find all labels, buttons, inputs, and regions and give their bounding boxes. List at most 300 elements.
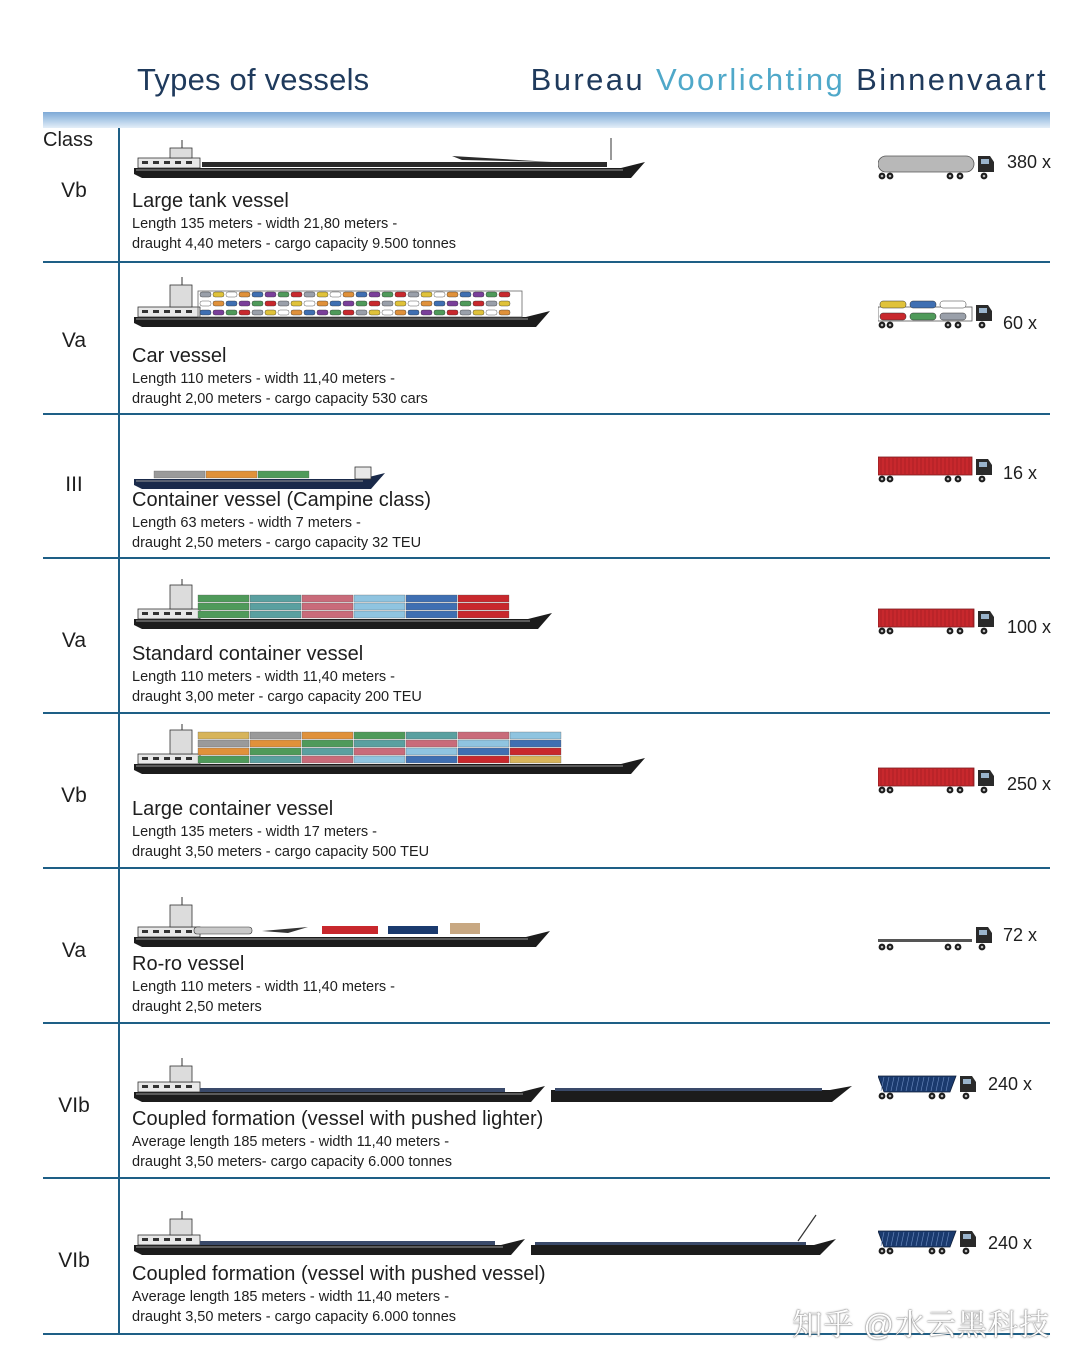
container (354, 611, 405, 618)
car (291, 292, 302, 297)
bulk-trailer (878, 1231, 956, 1247)
wheel-hub (983, 175, 986, 178)
car (408, 310, 419, 315)
porthole (164, 612, 170, 615)
wheel-hub (881, 789, 884, 792)
container (458, 756, 509, 763)
container (198, 611, 249, 618)
car (252, 292, 263, 297)
container (406, 740, 457, 747)
container (250, 740, 301, 747)
container-truck-icon (878, 764, 994, 796)
porthole (186, 930, 192, 933)
car (239, 310, 250, 315)
porthole (153, 757, 159, 760)
car (486, 292, 497, 297)
wheelhouse (170, 730, 192, 754)
wheel-hub (889, 946, 892, 949)
porthole (142, 161, 148, 164)
hatch-covers (200, 1088, 505, 1092)
car (499, 301, 510, 306)
wheel-hub (889, 789, 892, 792)
car (434, 292, 445, 297)
bulk-trailer (878, 1076, 956, 1092)
cab-window (981, 159, 989, 164)
car (265, 310, 276, 315)
car (395, 301, 406, 306)
container (250, 603, 301, 610)
container (458, 595, 509, 602)
car (304, 301, 315, 306)
container (198, 603, 249, 610)
container (406, 611, 457, 618)
car (447, 292, 458, 297)
vessel-spec-line-1: Average length 185 meters - width 11,40 meters - (132, 1289, 450, 1305)
porthole (142, 757, 148, 760)
wheel-hub (931, 1095, 934, 1098)
vessel-row (0, 1024, 1080, 1179)
wheel-hub (941, 1250, 944, 1253)
container (258, 471, 309, 478)
vessel-class: Vb (61, 179, 87, 202)
car (265, 301, 276, 306)
wheel-hub (949, 175, 952, 178)
container (250, 611, 301, 618)
wheel-hub (881, 1095, 884, 1098)
wheel-hub (947, 324, 950, 327)
car (369, 292, 380, 297)
wheel-hub (983, 630, 986, 633)
car (473, 301, 484, 306)
wheel-hub (957, 324, 960, 327)
container (354, 740, 405, 747)
container (878, 768, 974, 786)
porthole (142, 1238, 148, 1241)
container (510, 756, 561, 763)
car (330, 310, 341, 315)
wheel-hub (889, 1095, 892, 1098)
vessel-spec-line-2: draught 2,50 meters - cargo capacity 32 TEU (132, 535, 422, 551)
porthole (164, 1085, 170, 1088)
container (406, 732, 457, 739)
vessel-row (0, 128, 1080, 263)
container (458, 611, 509, 618)
porthole (175, 1085, 181, 1088)
vessel-spec-line-2: draught 3,50 meters- cargo capacity 6.000 tonnes (132, 1154, 452, 1170)
porthole (186, 161, 192, 164)
brand-part-2: Voorlichting (656, 62, 846, 97)
car (252, 310, 263, 315)
porthole (153, 612, 159, 615)
vessel-spec-line-1: Length 110 meters - width 11,40 meters - (132, 979, 396, 995)
truck-equivalent-count: 100 x (1007, 617, 1052, 637)
vessel-spec-line-1: Length 63 meters - width 7 meters - (132, 515, 361, 531)
car (330, 301, 341, 306)
car (460, 310, 471, 315)
brand-part-3: Binnenvaart (856, 62, 1048, 97)
lighter-hatches (555, 1088, 822, 1091)
pushed-vessel-formation-icon (132, 1205, 838, 1269)
wheelhouse (170, 148, 192, 158)
truck-equivalent-count: 380 x (1007, 152, 1052, 172)
container (198, 756, 249, 763)
porthole (175, 612, 181, 615)
car (213, 310, 224, 315)
truck-equivalent-count: 240 x (988, 1233, 1033, 1253)
car (880, 301, 906, 308)
vessel-class: VIb (58, 1249, 90, 1272)
container (206, 471, 257, 478)
car (395, 310, 406, 315)
porthole (186, 612, 192, 615)
wheel-hub (983, 789, 986, 792)
cab-window (963, 1079, 971, 1084)
car (239, 292, 250, 297)
car (213, 301, 224, 306)
vessel-spec-line-1: Length 135 meters - width 17 meters - (132, 824, 378, 840)
porthole (153, 161, 159, 164)
car (382, 301, 393, 306)
wheelhouse (170, 585, 192, 609)
truck-equivalent-count: 72 x (1003, 925, 1038, 945)
vessel-spec-line-1: Length 110 meters - width 11,40 meters - (132, 669, 396, 685)
car (369, 301, 380, 306)
wheel-hub (881, 946, 884, 949)
vessel-row (0, 869, 1080, 1024)
wheelhouse (170, 1066, 192, 1082)
pushed-vessel-hatches (535, 1242, 806, 1245)
container (406, 756, 457, 763)
flatbed-truck-icon (878, 921, 992, 953)
container (458, 732, 509, 739)
container (354, 748, 405, 755)
container (406, 603, 457, 610)
car (278, 292, 289, 297)
container (302, 740, 353, 747)
cab-window (979, 930, 987, 935)
wheel-hub (959, 630, 962, 633)
wheelhouse (170, 905, 192, 927)
porthole (153, 930, 159, 933)
container (878, 609, 974, 627)
helicopter-cargo (262, 927, 308, 933)
vessel-class: Va (61, 939, 87, 962)
vessel-spec-line-2: draught 3,50 meters - cargo capacity 6.000 tonnes (132, 1309, 457, 1325)
car (226, 301, 237, 306)
car (369, 310, 380, 315)
car (200, 292, 211, 297)
vessel-row (0, 263, 1080, 415)
car (291, 310, 302, 315)
tank-vessel-icon (132, 128, 647, 192)
container-truck-icon (878, 605, 994, 637)
wheel-hub (949, 630, 952, 633)
car (408, 301, 419, 306)
page-title: Types of vessels (137, 62, 370, 97)
car (940, 313, 966, 320)
container (302, 595, 353, 602)
car (317, 310, 328, 315)
tanker-cargo (194, 927, 252, 934)
container (354, 732, 405, 739)
porthole (186, 1238, 192, 1241)
container (302, 603, 353, 610)
vessel-spec-line-1: Length 135 meters - width 21,80 meters - (132, 216, 398, 232)
vessel-row (0, 559, 1080, 714)
truck-equivalent-count: 16 x (1003, 463, 1038, 483)
bulk-truck-icon (878, 1225, 976, 1257)
vessel-name: Large tank vessel (132, 190, 289, 212)
car (499, 292, 510, 297)
vessel-class: III (65, 473, 83, 496)
hatch-covers (200, 1241, 495, 1245)
car (382, 310, 393, 315)
wheel-hub (931, 1250, 934, 1253)
car (213, 292, 224, 297)
container-cargo (388, 926, 438, 934)
vessel-row (0, 714, 1080, 869)
car (447, 310, 458, 315)
wheelhouse (170, 1219, 192, 1235)
porthole (175, 310, 181, 313)
crane (798, 1215, 816, 1241)
car (226, 310, 237, 315)
car (356, 301, 367, 306)
porthole (153, 1238, 159, 1241)
pushed-lighter-formation-icon (132, 1052, 854, 1116)
porthole (186, 310, 192, 313)
wheel-hub (957, 478, 960, 481)
car (200, 301, 211, 306)
porthole (186, 1085, 192, 1088)
car (421, 292, 432, 297)
car (486, 310, 497, 315)
container (354, 595, 405, 602)
porthole (186, 757, 192, 760)
roro-vessel-icon (132, 897, 552, 961)
car (434, 301, 445, 306)
vessel-class: VIb (58, 1094, 90, 1117)
vessel-name: Car vessel (132, 345, 227, 367)
container (250, 732, 301, 739)
container (354, 603, 405, 610)
wheel-hub (889, 1250, 892, 1253)
vessel-name: Standard container vessel (132, 643, 364, 665)
truck-equivalent-count: 250 x (1007, 774, 1052, 794)
wheel-hub (959, 175, 962, 178)
cab-window (981, 614, 989, 619)
car (940, 301, 966, 308)
cab-window (981, 773, 989, 778)
container (354, 756, 405, 763)
wheelhouse (355, 467, 371, 479)
wheel-hub (947, 478, 950, 481)
car (421, 310, 432, 315)
porthole (175, 161, 181, 164)
vessel-class: Va (61, 329, 87, 352)
car (291, 301, 302, 306)
car (265, 292, 276, 297)
vessel-spec-line-2: draught 3,50 meters - cargo capacity 500 TEU (132, 844, 430, 860)
cab-window (979, 308, 987, 313)
vessel-name: Coupled formation (vessel with pushed vessel) (132, 1263, 546, 1285)
container (250, 756, 301, 763)
wheel-hub (889, 175, 892, 178)
wheel-hub (981, 324, 984, 327)
container (510, 748, 561, 755)
porthole (164, 1238, 170, 1241)
porthole (164, 930, 170, 933)
car (343, 292, 354, 297)
car (278, 301, 289, 306)
car-transporter-icon (878, 299, 992, 331)
wheel-hub (965, 1250, 968, 1253)
porthole (153, 310, 159, 313)
wheel-hub (957, 946, 960, 949)
car (356, 310, 367, 315)
container (198, 740, 249, 747)
container (510, 740, 561, 747)
porthole (142, 310, 148, 313)
car (447, 301, 458, 306)
car (460, 301, 471, 306)
porthole (175, 1238, 181, 1241)
container (250, 748, 301, 755)
car (473, 310, 484, 315)
crane-arm (452, 156, 552, 162)
car (910, 313, 936, 320)
container (198, 732, 249, 739)
car (460, 292, 471, 297)
vessel-name: Large container vessel (132, 798, 334, 820)
vessel-spec-line-2: draught 4,40 meters - cargo capacity 9.500 tonnes (132, 236, 457, 252)
wheel-hub (881, 175, 884, 178)
container (458, 603, 509, 610)
watermark: 知乎 @水云黑科技 (792, 1309, 1050, 1342)
porthole (164, 757, 170, 760)
container (198, 595, 249, 602)
car (356, 292, 367, 297)
wheel-hub (881, 630, 884, 633)
tanker-truck-icon (878, 150, 994, 182)
wheel-hub (981, 946, 984, 949)
car (382, 292, 393, 297)
wheel-hub (941, 1095, 944, 1098)
vessel-spec-line-1: Average length 185 meters - width 11,40 meters - (132, 1134, 450, 1150)
truck-equivalent-count: 60 x (1003, 313, 1038, 333)
car (473, 292, 484, 297)
wheel-hub (881, 324, 884, 327)
container (406, 748, 457, 755)
vessel-class: Vb (61, 784, 87, 807)
class-column-header: Class (43, 129, 94, 151)
wheelhouse (170, 285, 192, 307)
container (510, 732, 561, 739)
flatbed (878, 939, 972, 942)
porthole (164, 161, 170, 164)
wheel-hub (889, 630, 892, 633)
porthole (164, 310, 170, 313)
car (434, 310, 445, 315)
vessel-name: Coupled formation (vessel with pushed lighter) (132, 1108, 544, 1130)
car (499, 310, 510, 315)
large-container-vessel-icon (132, 724, 647, 788)
porthole (175, 930, 181, 933)
container (302, 748, 353, 755)
container (302, 732, 353, 739)
car (395, 292, 406, 297)
porthole (142, 612, 148, 615)
porthole (142, 1085, 148, 1088)
container (458, 748, 509, 755)
wheel-hub (965, 1095, 968, 1098)
wheel-hub (881, 1250, 884, 1253)
car (317, 292, 328, 297)
vessel-spec-line-2: draught 2,00 meters - cargo capacity 530 cars (132, 391, 428, 407)
vessel-class: Va (61, 629, 87, 652)
standard-container-vessel-icon (132, 579, 554, 643)
car (304, 310, 315, 315)
car (304, 292, 315, 297)
porthole (153, 1085, 159, 1088)
car (343, 310, 354, 315)
tank-deck (202, 162, 607, 167)
wheel-hub (981, 478, 984, 481)
tank (878, 156, 974, 172)
pushed-vessel (531, 1239, 836, 1255)
car (408, 292, 419, 297)
vessel-name: Ro-ro vessel (132, 953, 245, 975)
brand-part-1: Bureau (530, 62, 646, 97)
vessel-spec-line-1: Length 110 meters - width 11,40 meters - (132, 371, 396, 387)
car (317, 301, 328, 306)
car (486, 301, 497, 306)
vessel-spec-line-2: draught 3,00 meter - cargo capacity 200 TEU (132, 689, 422, 705)
container (302, 756, 353, 763)
car (200, 310, 211, 315)
container (406, 595, 457, 602)
car (910, 301, 936, 308)
car (343, 301, 354, 306)
car (252, 301, 263, 306)
wheel-hub (949, 789, 952, 792)
wheel-hub (947, 946, 950, 949)
container (154, 471, 205, 478)
container (458, 740, 509, 747)
wheel-hub (959, 789, 962, 792)
truck-equivalent-count: 240 x (988, 1074, 1033, 1094)
car (226, 292, 237, 297)
container (198, 748, 249, 755)
car (278, 310, 289, 315)
wheel-hub (881, 478, 884, 481)
container-truck-icon (878, 453, 992, 485)
porthole (175, 757, 181, 760)
vessel-row (0, 415, 1080, 559)
car-vessel-icon (132, 277, 552, 341)
car (421, 301, 432, 306)
bulk-truck-icon (878, 1070, 976, 1102)
container-cargo (322, 926, 378, 934)
container (302, 611, 353, 618)
car (880, 313, 906, 320)
wheel-hub (889, 478, 892, 481)
vessel-spec-line-2: draught 2,50 meters (132, 999, 262, 1015)
crate-cargo (450, 923, 480, 934)
vessel-name: Container vessel (Campine class) (132, 489, 432, 511)
cab-window (979, 462, 987, 467)
porthole (142, 930, 148, 933)
